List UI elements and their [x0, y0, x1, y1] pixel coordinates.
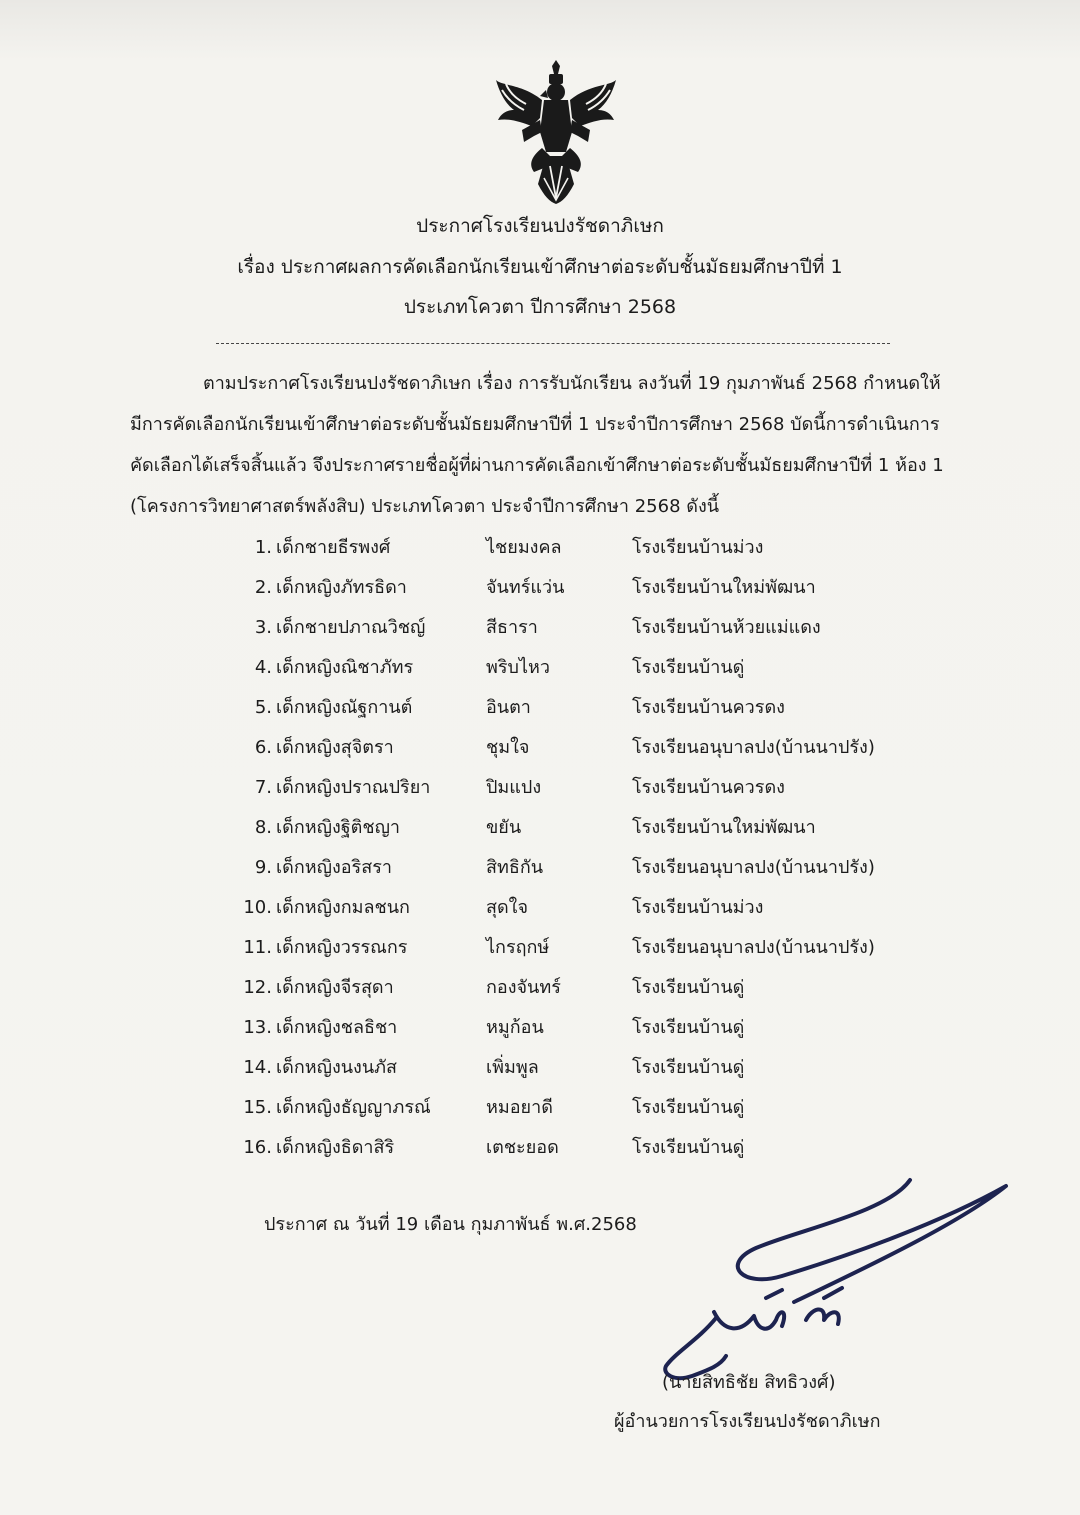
- list-item-first-name: เด็กหญิงนงนภัส: [276, 1057, 397, 1078]
- list-item-number: 4.: [254, 657, 272, 678]
- list-item-school: โรงเรียนบ้านดู่: [632, 657, 745, 678]
- list-item-last-name: ชุมใจ: [486, 737, 530, 758]
- body-paragraph-line-4: (โครงการวิทยาศาสตร์พลังสิบ) ประเภทโควตา ประจำปีการศึกษา 2568 ดังนี้: [130, 496, 720, 517]
- list-item: [238, 1052, 938, 1084]
- body-paragraph-line-2: มีการคัดเลือกนักเรียนเข้าศึกษาต่อระดับชั้นมัธยมศึกษาปีที่ 1 ประจำปีการศึกษา 2568 บัดนี้การดำเนินการ: [130, 414, 940, 435]
- list-item-first-name: เด็กหญิงกมลชนก: [276, 897, 410, 918]
- announcement-type: ประเภทโควตา ปีการศึกษา 2568: [403, 296, 677, 318]
- list-item-school: โรงเรียนบ้านดู่: [632, 1097, 745, 1118]
- body-paragraph-line-1: ตามประกาศโรงเรียนปงรัชดาภิเษก เรื่อง การรับนักเรียน ลงวันที่ 19 กุมภาพันธ์ 2568 กำหนดให้: [203, 373, 941, 394]
- list-item-first-name: เด็กหญิงธิดาสิริ: [276, 1137, 395, 1158]
- list-item: [238, 1012, 938, 1044]
- list-item-first-name: เด็กหญิงณัฐกานต์: [276, 697, 413, 718]
- list-item-number: 13.: [243, 1017, 272, 1038]
- list-item-last-name: หมูก้อน: [486, 1017, 544, 1038]
- list-item: [238, 772, 938, 804]
- list-item: [238, 652, 938, 684]
- list-item-school: โรงเรียนบ้านควรดง: [632, 777, 785, 798]
- list-item-school: โรงเรียนบ้านใหม่พัฒนา: [632, 577, 816, 598]
- garuda-emblem-icon: [492, 60, 620, 204]
- list-item: [238, 532, 938, 564]
- list-item-school: โรงเรียนบ้านดู่: [632, 1017, 745, 1038]
- dashed-divider: [216, 343, 890, 344]
- list-item: [238, 572, 938, 604]
- list-item: [238, 932, 938, 964]
- list-item-first-name: เด็กหญิงปราณปริยา: [276, 777, 431, 798]
- list-item-number: 11.: [243, 937, 272, 958]
- list-item-first-name: เด็กหญิงวรรณกร: [276, 937, 408, 958]
- list-item: [238, 732, 938, 764]
- list-item-last-name: เตชะยอด: [486, 1137, 559, 1158]
- list-item-school: โรงเรียนบ้านม่วง: [632, 897, 764, 918]
- list-item-school: โรงเรียนอนุบาลปง(บ้านนาปรัง): [632, 937, 875, 958]
- list-item-first-name: เด็กหญิงสุจิตรา: [276, 737, 394, 758]
- list-item-first-name: เด็กหญิงณิชาภัทร: [276, 657, 414, 678]
- list-item-number: 2.: [254, 577, 272, 598]
- list-item-last-name: สุดใจ: [486, 897, 529, 918]
- list-item: [238, 1092, 938, 1124]
- list-item-last-name: สีธารา: [486, 617, 538, 638]
- list-item: [238, 692, 938, 724]
- list-item-first-name: เด็กชายปภาณวิชญ์: [276, 617, 426, 638]
- list-item-first-name: เด็กหญิงชลธิชา: [276, 1017, 398, 1038]
- announcement-title: ประกาศโรงเรียนปงรัชดาภิเษก: [416, 215, 664, 237]
- signer-name: (นายสิทธิชัย สิทธิวงศ์): [662, 1372, 836, 1393]
- list-item-first-name: เด็กหญิงอริสรา: [276, 857, 392, 878]
- list-item-first-name: เด็กหญิงฐิติชญา: [276, 817, 401, 838]
- list-item-school: โรงเรียนอนุบาลปง(บ้านนาปรัง): [632, 857, 875, 878]
- list-item-last-name: จันทร์แว่น: [486, 577, 565, 598]
- list-item: [238, 852, 938, 884]
- list-item: [238, 972, 938, 1004]
- list-item-number: 8.: [254, 817, 272, 838]
- list-item-number: 12.: [243, 977, 272, 998]
- announcement-subject: เรื่อง ประกาศผลการคัดเลือกนักเรียนเข้าศึกษาต่อระดับชั้นมัธยมศึกษาปีที่ 1: [237, 256, 843, 278]
- list-item-number: 1.: [254, 537, 272, 558]
- signer-title: ผู้อำนวยการโรงเรียนปงรัชดาภิเษก: [614, 1411, 881, 1432]
- list-item-last-name: ไกรฤกษ์: [486, 937, 550, 958]
- list-item-last-name: สิทธิกัน: [486, 857, 544, 878]
- list-item: [238, 612, 938, 644]
- list-item-first-name: เด็กหญิงภัทรธิดา: [276, 577, 407, 598]
- list-item-number: 3.: [254, 617, 272, 638]
- list-item-number: 15.: [243, 1097, 272, 1118]
- list-item-last-name: หมอยาดี: [486, 1097, 553, 1118]
- list-item-last-name: พริบไหว: [486, 657, 550, 678]
- list-item-school: โรงเรียนบ้านห้วยแม่แดง: [632, 617, 821, 638]
- list-item: [238, 812, 938, 844]
- list-item-last-name: ปิมแปง: [486, 777, 542, 798]
- list-item-last-name: อินตา: [486, 697, 531, 718]
- list-item: [238, 1132, 938, 1164]
- list-item-school: โรงเรียนบ้านดู่: [632, 977, 745, 998]
- announcement-date: ประกาศ ณ วันที่ 19 เดือน กุมภาพันธ์ พ.ศ.2568: [264, 1214, 637, 1235]
- list-item-school: โรงเรียนบ้านดู่: [632, 1057, 745, 1078]
- list-item-number: 14.: [243, 1057, 272, 1078]
- list-item-school: โรงเรียนบ้านควรดง: [632, 697, 785, 718]
- list-item-last-name: ไชยมงคล: [486, 537, 562, 558]
- list-item-school: โรงเรียนบ้านม่วง: [632, 537, 764, 558]
- list-item-first-name: เด็กหญิงจีรสุดา: [276, 977, 394, 998]
- list-item-number: 7.: [254, 777, 272, 798]
- list-item-number: 5.: [254, 697, 272, 718]
- list-item: [238, 892, 938, 924]
- list-item-number: 10.: [243, 897, 272, 918]
- list-item-number: 9.: [254, 857, 272, 878]
- list-item-last-name: ขยัน: [486, 817, 522, 838]
- list-item-number: 6.: [254, 737, 272, 758]
- handwritten-signature: [656, 1170, 1026, 1400]
- list-item-last-name: กองจันทร์: [486, 977, 561, 998]
- list-item-school: โรงเรียนบ้านใหม่พัฒนา: [632, 817, 816, 838]
- body-paragraph-line-3: คัดเลือกได้เสร็จสิ้นแล้ว จึงประกาศรายชื่อผู้ที่ผ่านการคัดเลือกเข้าศึกษาต่อระดับชั้นมัธยมศึกษาปีที่ 1 ห้อง 1: [130, 455, 944, 476]
- list-item-school: โรงเรียนอนุบาลปง(บ้านนาปรัง): [632, 737, 875, 758]
- list-item-first-name: เด็กชายธีรพงศ์: [276, 537, 391, 558]
- list-item-school: โรงเรียนบ้านดู่: [632, 1137, 745, 1158]
- list-item-last-name: เพิ่มพูล: [486, 1057, 539, 1078]
- list-item-number: 16.: [243, 1137, 272, 1158]
- list-item-first-name: เด็กหญิงธัญญาภรณ์: [276, 1097, 431, 1118]
